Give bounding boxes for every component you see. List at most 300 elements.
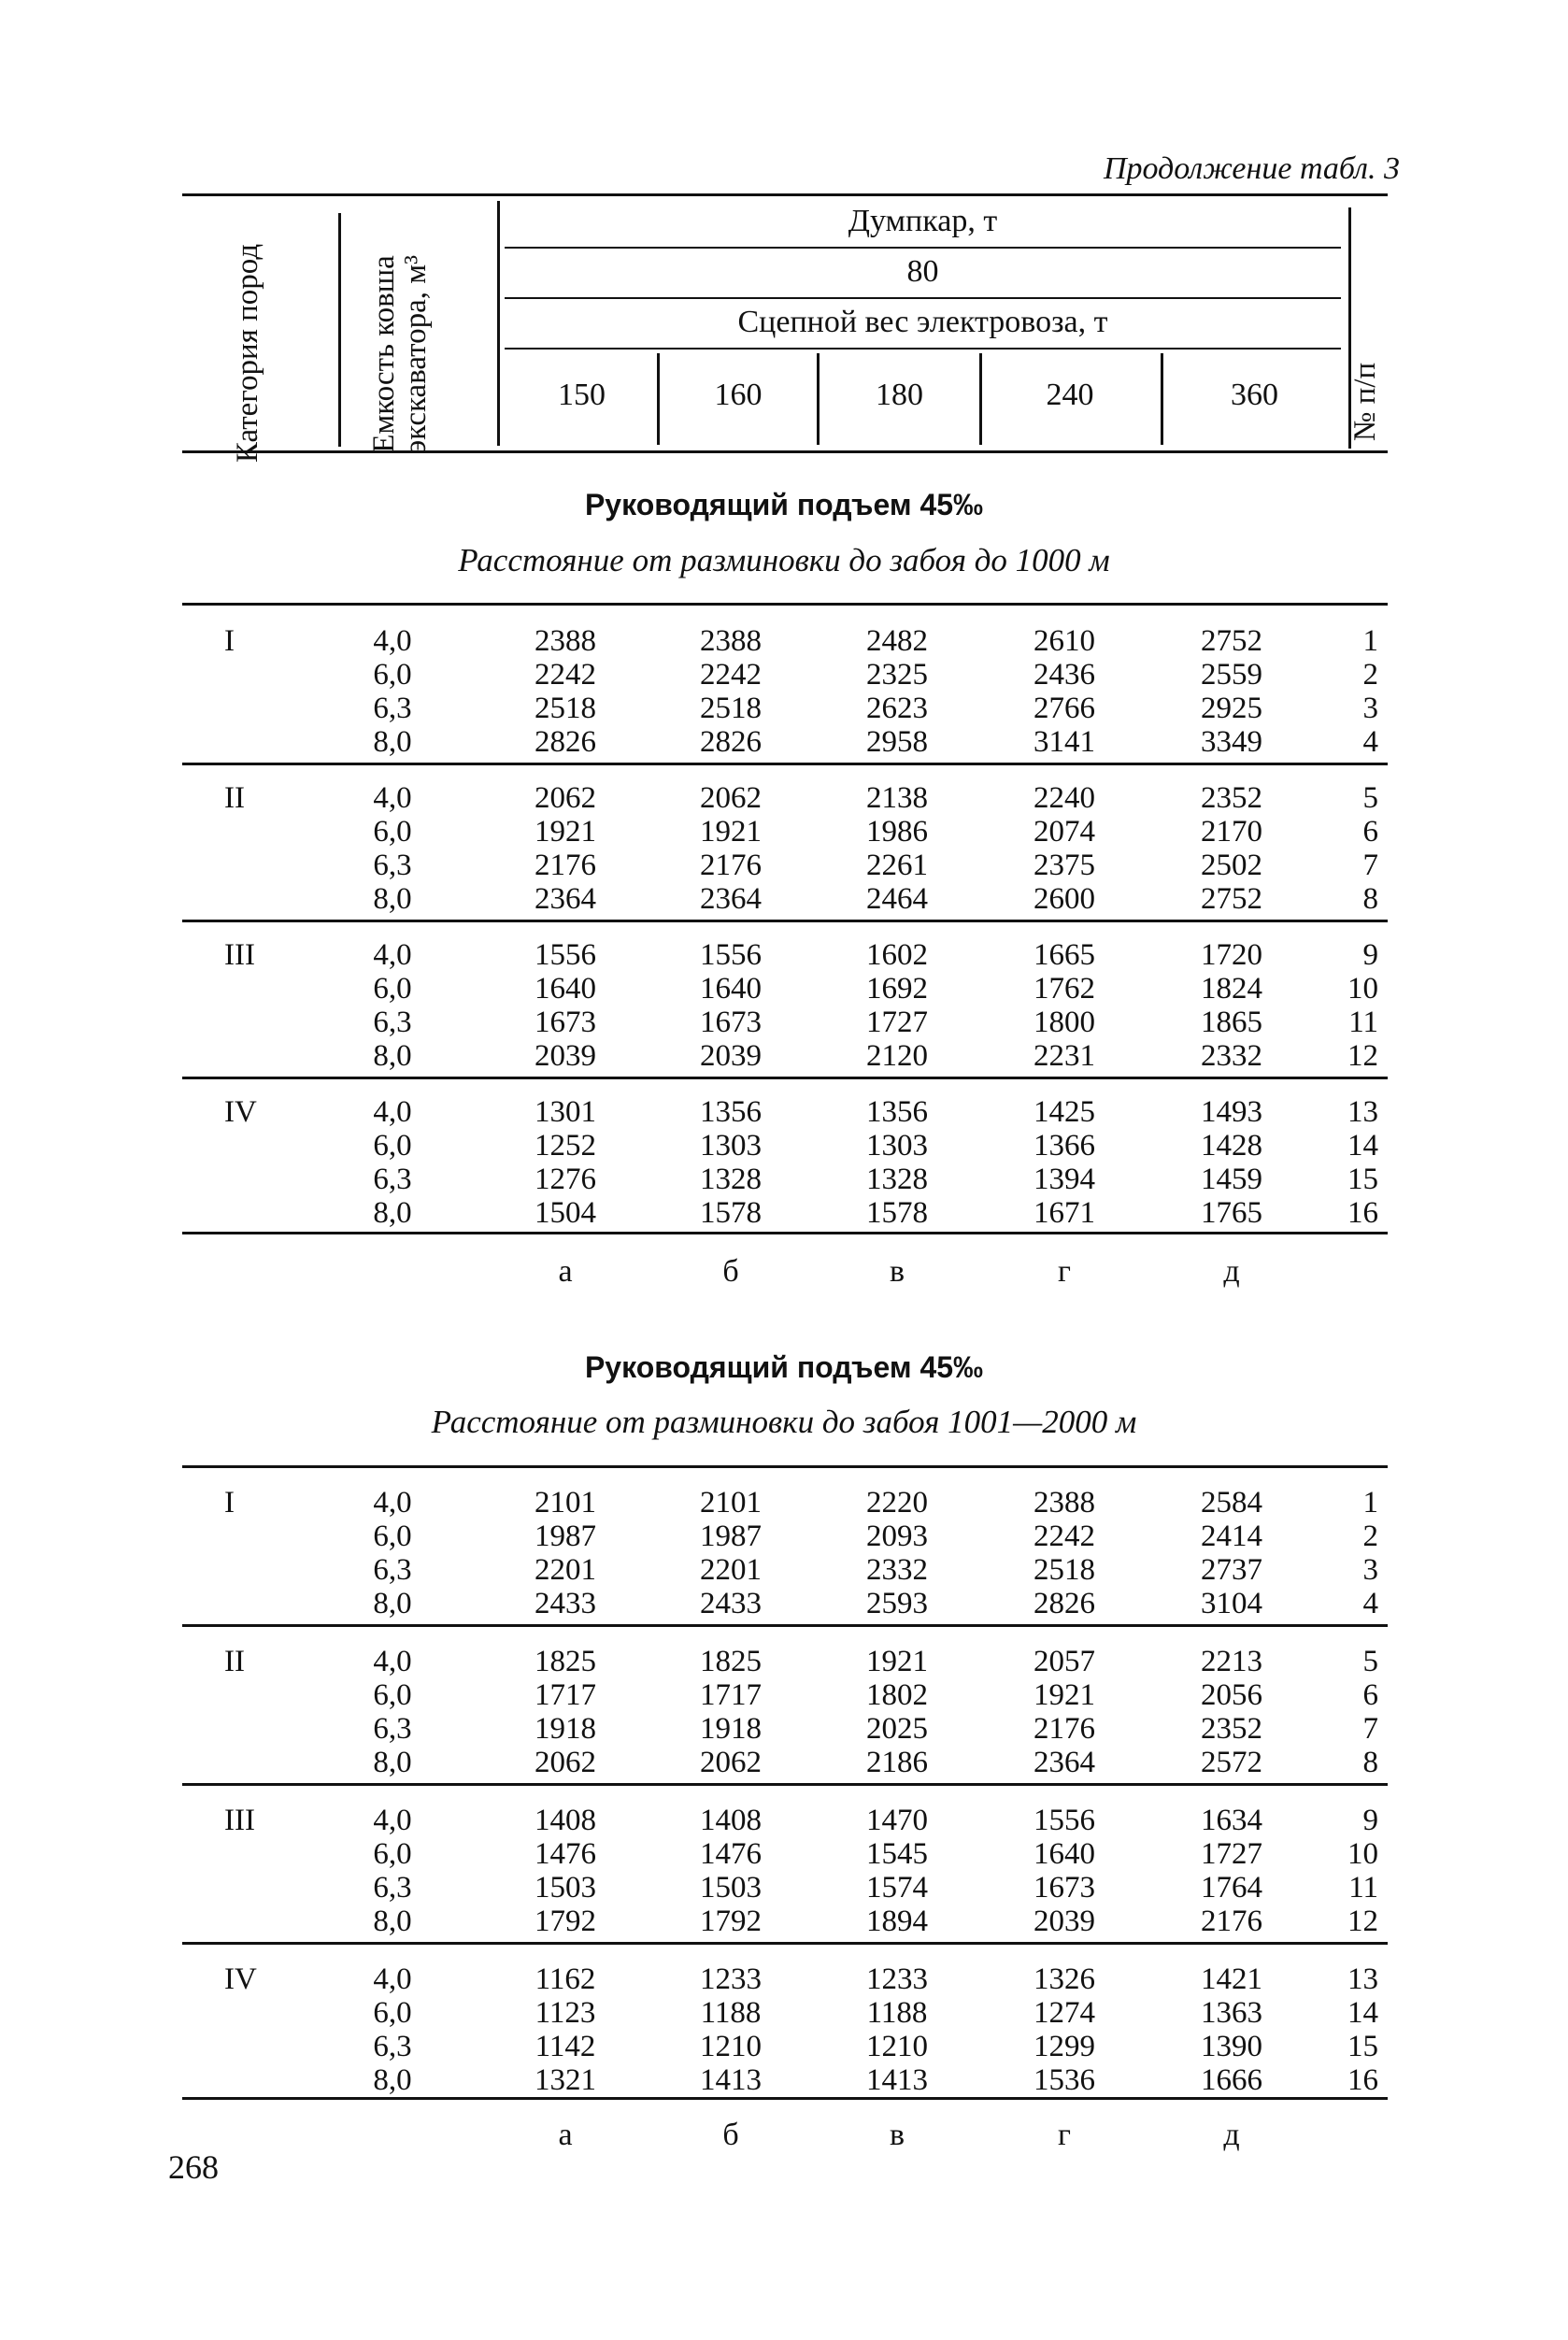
value-cell: 2737 bbox=[1201, 1553, 1262, 1587]
header-weight-360: 360 bbox=[1231, 378, 1278, 412]
bucket-capacity-cell: 4,0 bbox=[373, 781, 412, 815]
rock-category-label: I bbox=[224, 624, 235, 658]
value-cell: 2039 bbox=[700, 1039, 762, 1073]
column-letter: а bbox=[558, 2118, 573, 2152]
table-row bbox=[182, 849, 1388, 882]
value-cell: 1673 bbox=[1033, 1871, 1095, 1905]
row-number-cell: 15 bbox=[1347, 1163, 1378, 1196]
header-weight-sep-2 bbox=[817, 353, 820, 445]
value-cell: 2242 bbox=[535, 658, 596, 692]
rock-category-group bbox=[182, 624, 1388, 759]
row-number-cell: 5 bbox=[1362, 1645, 1378, 1678]
header-divider-1 bbox=[338, 213, 341, 447]
table-row bbox=[182, 658, 1388, 692]
table-row bbox=[182, 1486, 1388, 1520]
value-cell: 1987 bbox=[700, 1520, 762, 1553]
bucket-capacity-cell: 8,0 bbox=[373, 1905, 412, 1938]
rock-category-label: I bbox=[224, 1486, 235, 1520]
bucket-capacity-cell: 6,3 bbox=[373, 1553, 412, 1587]
value-cell: 1986 bbox=[866, 815, 928, 849]
value-cell: 1459 bbox=[1201, 1163, 1262, 1196]
header-weight-240: 240 bbox=[1046, 378, 1094, 412]
value-cell: 1545 bbox=[866, 1837, 928, 1871]
value-cell: 3349 bbox=[1201, 725, 1262, 759]
value-cell: 1328 bbox=[700, 1163, 762, 1196]
value-cell: 1825 bbox=[535, 1645, 596, 1678]
group-separator-rule bbox=[182, 1624, 1388, 1627]
row-number-cell: 13 bbox=[1347, 1095, 1378, 1129]
value-cell: 2186 bbox=[866, 1746, 928, 1779]
rock-category-group bbox=[182, 1486, 1388, 1620]
value-cell: 1717 bbox=[535, 1678, 596, 1712]
value-cell: 2170 bbox=[1201, 815, 1262, 849]
value-cell: 2039 bbox=[535, 1039, 596, 1073]
value-cell: 1556 bbox=[1033, 1804, 1095, 1837]
section-2-title: Руководящий подъем 45‰ bbox=[584, 1350, 984, 1384]
value-cell: 2101 bbox=[535, 1486, 596, 1520]
table-row bbox=[182, 1587, 1388, 1620]
value-cell: 2752 bbox=[1201, 624, 1262, 658]
section-2-subtitle: Расстояние от разминовки до забоя 1001—2000 м bbox=[431, 1404, 1137, 1440]
value-cell: 2502 bbox=[1201, 849, 1262, 882]
value-cell: 1504 bbox=[535, 1196, 596, 1230]
bucket-capacity-cell: 6,3 bbox=[373, 1006, 412, 1039]
value-cell: 2593 bbox=[866, 1587, 928, 1620]
value-cell: 2352 bbox=[1201, 781, 1262, 815]
value-cell: 1800 bbox=[1033, 1006, 1095, 1039]
value-cell: 1503 bbox=[700, 1871, 762, 1905]
row-number-cell: 16 bbox=[1347, 1196, 1378, 1230]
value-cell: 2925 bbox=[1201, 692, 1262, 725]
header-row-number: № п/п bbox=[1348, 362, 1382, 442]
header-weight-160: 160 bbox=[714, 378, 763, 412]
row-number-cell: 9 bbox=[1362, 1804, 1378, 1837]
column-letter: в bbox=[889, 1254, 905, 1289]
row-number-cell: 4 bbox=[1362, 1587, 1378, 1620]
bucket-capacity-cell: 4,0 bbox=[373, 1645, 412, 1678]
value-cell: 2062 bbox=[700, 781, 762, 815]
bucket-capacity-cell: 8,0 bbox=[373, 1039, 412, 1073]
header-weight-180: 180 bbox=[876, 378, 923, 412]
value-cell: 1408 bbox=[700, 1804, 762, 1837]
row-number-cell: 7 bbox=[1362, 1712, 1378, 1746]
value-cell: 1556 bbox=[535, 938, 596, 972]
table-row bbox=[182, 1645, 1388, 1678]
value-cell: 1921 bbox=[535, 815, 596, 849]
row-number-cell: 12 bbox=[1347, 1039, 1378, 1073]
value-cell: 1764 bbox=[1201, 1871, 1262, 1905]
value-cell: 2610 bbox=[1033, 624, 1095, 658]
header-weight-sep-3 bbox=[979, 353, 982, 445]
value-cell: 1233 bbox=[866, 1962, 928, 1996]
bucket-capacity-cell: 4,0 bbox=[373, 1486, 412, 1520]
row-number-cell: 2 bbox=[1362, 1520, 1378, 1553]
bucket-capacity-cell: 8,0 bbox=[373, 2063, 412, 2097]
value-cell: 3104 bbox=[1201, 1587, 1262, 1620]
value-cell: 2057 bbox=[1033, 1645, 1095, 1678]
value-cell: 1413 bbox=[866, 2063, 928, 2097]
value-cell: 2559 bbox=[1201, 658, 1262, 692]
value-cell: 2074 bbox=[1033, 815, 1095, 849]
value-cell: 1363 bbox=[1201, 1996, 1262, 2030]
bucket-capacity-cell: 6,3 bbox=[373, 1871, 412, 1905]
value-cell: 1162 bbox=[535, 1962, 596, 1996]
value-cell: 1188 bbox=[700, 1996, 762, 2030]
bucket-capacity-cell: 4,0 bbox=[373, 624, 412, 658]
value-cell: 2039 bbox=[1033, 1905, 1095, 1938]
bucket-capacity-cell: 6,0 bbox=[373, 1678, 412, 1712]
value-cell: 1276 bbox=[535, 1163, 596, 1196]
value-cell: 1326 bbox=[1033, 1962, 1095, 1996]
row-number-cell: 14 bbox=[1347, 1129, 1378, 1163]
value-cell: 1503 bbox=[535, 1871, 596, 1905]
section-1-top-rule bbox=[182, 603, 1388, 606]
value-cell: 2600 bbox=[1033, 882, 1095, 916]
table-row bbox=[182, 1804, 1388, 1837]
column-letter: в bbox=[889, 2118, 905, 2152]
rock-category-label: III bbox=[224, 938, 255, 972]
value-cell: 1727 bbox=[1201, 1837, 1262, 1871]
value-cell: 1802 bbox=[866, 1678, 928, 1712]
bucket-capacity-cell: 8,0 bbox=[373, 725, 412, 759]
value-cell: 1476 bbox=[700, 1837, 762, 1871]
value-cell: 1673 bbox=[700, 1006, 762, 1039]
rock-category-label: III bbox=[224, 1804, 255, 1837]
table-row bbox=[182, 781, 1388, 815]
value-cell: 1303 bbox=[700, 1129, 762, 1163]
value-cell: 1413 bbox=[700, 2063, 762, 2097]
column-letter: б bbox=[722, 1254, 739, 1289]
value-cell: 2518 bbox=[700, 692, 762, 725]
table-row bbox=[182, 972, 1388, 1006]
value-cell: 1634 bbox=[1201, 1804, 1262, 1837]
value-cell: 1356 bbox=[866, 1095, 928, 1129]
value-cell: 1303 bbox=[866, 1129, 928, 1163]
value-cell: 1865 bbox=[1201, 1006, 1262, 1039]
header-bucket-capacity: Емкость ковша экскаватора, м³ bbox=[367, 254, 433, 454]
value-cell: 1578 bbox=[700, 1196, 762, 1230]
row-number-cell: 3 bbox=[1362, 1553, 1378, 1587]
row-number-cell: 12 bbox=[1347, 1905, 1378, 1938]
value-cell: 2414 bbox=[1201, 1520, 1262, 1553]
value-cell: 1476 bbox=[535, 1837, 596, 1871]
bucket-capacity-cell: 6,0 bbox=[373, 1837, 412, 1871]
value-cell: 1233 bbox=[700, 1962, 762, 1996]
value-cell: 3141 bbox=[1033, 725, 1095, 759]
row-number-cell: 4 bbox=[1362, 725, 1378, 759]
header-rule-dumpcar bbox=[505, 247, 1341, 249]
row-number-cell: 5 bbox=[1362, 781, 1378, 815]
value-cell: 1321 bbox=[535, 2063, 596, 2097]
value-cell: 1727 bbox=[866, 1006, 928, 1039]
value-cell: 2364 bbox=[700, 882, 762, 916]
table-row bbox=[182, 882, 1388, 916]
value-cell: 2138 bbox=[866, 781, 928, 815]
header-dumpcar: Думпкар, т bbox=[848, 204, 998, 238]
bucket-capacity-cell: 4,0 bbox=[373, 1095, 412, 1129]
value-cell: 2176 bbox=[535, 849, 596, 882]
row-number-cell: 13 bbox=[1347, 1962, 1378, 1996]
value-cell: 1987 bbox=[535, 1520, 596, 1553]
column-letter: г bbox=[1058, 2118, 1071, 2152]
value-cell: 1717 bbox=[700, 1678, 762, 1712]
value-cell: 2201 bbox=[535, 1553, 596, 1587]
bucket-capacity-cell: 8,0 bbox=[373, 1746, 412, 1779]
bucket-capacity-cell: 6,3 bbox=[373, 2030, 412, 2063]
bucket-capacity-cell: 6,0 bbox=[373, 1996, 412, 2030]
value-cell: 2213 bbox=[1201, 1645, 1262, 1678]
section-1-title: Руководящий подъем 45‰ bbox=[584, 488, 984, 521]
value-cell: 2062 bbox=[535, 781, 596, 815]
value-cell: 2482 bbox=[866, 624, 928, 658]
value-cell: 1671 bbox=[1033, 1196, 1095, 1230]
column-letter: д bbox=[1223, 2118, 1240, 2152]
value-cell: 2766 bbox=[1033, 692, 1095, 725]
value-cell: 2388 bbox=[1033, 1486, 1095, 1520]
table-row bbox=[182, 1996, 1388, 2030]
value-cell: 1762 bbox=[1033, 972, 1095, 1006]
row-number-cell: 8 bbox=[1362, 1746, 1378, 1779]
row-number-cell: 6 bbox=[1362, 815, 1378, 849]
value-cell: 1665 bbox=[1033, 938, 1095, 972]
bucket-capacity-cell: 4,0 bbox=[373, 1804, 412, 1837]
table-row bbox=[182, 1196, 1388, 1230]
table-row bbox=[182, 1553, 1388, 1587]
row-number-cell: 9 bbox=[1362, 938, 1378, 972]
value-cell: 2364 bbox=[535, 882, 596, 916]
rock-category-label: II bbox=[224, 1645, 245, 1678]
header-rule-loco bbox=[505, 348, 1341, 350]
column-letter: б bbox=[722, 2118, 739, 2152]
value-cell: 1493 bbox=[1201, 1095, 1262, 1129]
value-cell: 2518 bbox=[1033, 1553, 1095, 1587]
row-number-cell: 10 bbox=[1347, 1837, 1378, 1871]
bucket-capacity-cell: 8,0 bbox=[373, 1196, 412, 1230]
table-row bbox=[182, 2063, 1388, 2097]
table-row bbox=[182, 1962, 1388, 1996]
value-cell: 2062 bbox=[535, 1746, 596, 1779]
value-cell: 2388 bbox=[700, 624, 762, 658]
value-cell: 1792 bbox=[535, 1905, 596, 1938]
value-cell: 2176 bbox=[1033, 1712, 1095, 1746]
header-bottom-rule bbox=[182, 450, 1388, 453]
value-cell: 2572 bbox=[1201, 1746, 1262, 1779]
value-cell: 2220 bbox=[866, 1486, 928, 1520]
table-row bbox=[182, 1520, 1388, 1553]
table-row bbox=[182, 1837, 1388, 1871]
row-number-cell: 15 bbox=[1347, 2030, 1378, 2063]
value-cell: 2120 bbox=[866, 1039, 928, 1073]
value-cell: 1640 bbox=[700, 972, 762, 1006]
value-cell: 2332 bbox=[866, 1553, 928, 1587]
value-cell: 2752 bbox=[1201, 882, 1262, 916]
group-separator-rule bbox=[182, 1783, 1388, 1786]
value-cell: 1921 bbox=[866, 1645, 928, 1678]
table-row bbox=[182, 938, 1388, 972]
value-cell: 2056 bbox=[1201, 1678, 1262, 1712]
rock-category-label: IV bbox=[224, 1962, 257, 1996]
row-number-cell: 11 bbox=[1348, 1871, 1378, 1905]
value-cell: 1328 bbox=[866, 1163, 928, 1196]
group-separator-rule bbox=[182, 1942, 1388, 1945]
table-row bbox=[182, 725, 1388, 759]
value-cell: 2101 bbox=[700, 1486, 762, 1520]
value-cell: 1425 bbox=[1033, 1095, 1095, 1129]
value-cell: 1536 bbox=[1033, 2063, 1095, 2097]
row-number-cell: 1 bbox=[1362, 1486, 1378, 1520]
bucket-capacity-cell: 6,0 bbox=[373, 815, 412, 849]
bucket-capacity-cell: 6,3 bbox=[373, 1163, 412, 1196]
value-cell: 2364 bbox=[1033, 1746, 1095, 1779]
value-cell: 2436 bbox=[1033, 658, 1095, 692]
value-cell: 2093 bbox=[866, 1520, 928, 1553]
value-cell: 1470 bbox=[866, 1804, 928, 1837]
value-cell: 2518 bbox=[535, 692, 596, 725]
header-category: Категория пород bbox=[231, 243, 264, 464]
page-number: 268 bbox=[168, 2148, 219, 2186]
value-cell: 1299 bbox=[1033, 2030, 1095, 2063]
table-row bbox=[182, 1871, 1388, 1905]
bucket-capacity-cell: 8,0 bbox=[373, 1587, 412, 1620]
value-cell: 1188 bbox=[866, 1996, 928, 2030]
section-1-subtitle: Расстояние от разминовки до забоя до 1000 м bbox=[458, 542, 1110, 578]
header-weight-sep-4 bbox=[1161, 353, 1163, 445]
value-cell: 2826 bbox=[700, 725, 762, 759]
group-separator-rule bbox=[182, 2097, 1388, 2100]
header-top-rule bbox=[182, 193, 1388, 196]
section-2-top-rule bbox=[182, 1465, 1388, 1468]
value-cell: 2375 bbox=[1033, 849, 1095, 882]
value-cell: 1602 bbox=[866, 938, 928, 972]
value-cell: 2433 bbox=[535, 1587, 596, 1620]
column-letter: г bbox=[1058, 1254, 1071, 1289]
value-cell: 1894 bbox=[866, 1905, 928, 1938]
value-cell: 1921 bbox=[700, 815, 762, 849]
value-cell: 2623 bbox=[866, 692, 928, 725]
value-cell: 1366 bbox=[1033, 1129, 1095, 1163]
bucket-capacity-cell: 4,0 bbox=[373, 938, 412, 972]
value-cell: 2388 bbox=[535, 624, 596, 658]
value-cell: 2176 bbox=[1201, 1905, 1262, 1938]
value-cell: 1692 bbox=[866, 972, 928, 1006]
value-cell: 1720 bbox=[1201, 938, 1262, 972]
value-cell: 1792 bbox=[700, 1905, 762, 1938]
value-cell: 1640 bbox=[1033, 1837, 1095, 1871]
value-cell: 1556 bbox=[700, 938, 762, 972]
value-cell: 2231 bbox=[1033, 1039, 1095, 1073]
value-cell: 1666 bbox=[1201, 2063, 1262, 2097]
value-cell: 1825 bbox=[700, 1645, 762, 1678]
bucket-capacity-cell: 6,0 bbox=[373, 658, 412, 692]
table-row bbox=[182, 692, 1388, 725]
table-row bbox=[182, 1905, 1388, 1938]
value-cell: 1390 bbox=[1201, 2030, 1262, 2063]
value-cell: 2433 bbox=[700, 1587, 762, 1620]
value-cell: 1921 bbox=[1033, 1678, 1095, 1712]
rock-category-label: II bbox=[224, 781, 245, 815]
row-number-cell: 7 bbox=[1362, 849, 1378, 882]
bucket-capacity-cell: 6,3 bbox=[373, 1712, 412, 1746]
bucket-capacity-cell: 8,0 bbox=[373, 882, 412, 916]
header-weight-150: 150 bbox=[558, 378, 606, 412]
value-cell: 2958 bbox=[866, 725, 928, 759]
value-cell: 2325 bbox=[866, 658, 928, 692]
value-cell: 2352 bbox=[1201, 1712, 1262, 1746]
value-cell: 2826 bbox=[1033, 1587, 1095, 1620]
value-cell: 1394 bbox=[1033, 1163, 1095, 1196]
value-cell: 2242 bbox=[1033, 1520, 1095, 1553]
value-cell: 1673 bbox=[535, 1006, 596, 1039]
value-cell: 1574 bbox=[866, 1871, 928, 1905]
value-cell: 1274 bbox=[1033, 1996, 1095, 2030]
value-cell: 1918 bbox=[535, 1712, 596, 1746]
value-cell: 2464 bbox=[866, 882, 928, 916]
value-cell: 1578 bbox=[866, 1196, 928, 1230]
value-cell: 1210 bbox=[700, 2030, 762, 2063]
table-row bbox=[182, 1163, 1388, 1196]
value-cell: 2025 bbox=[866, 1712, 928, 1746]
group-separator-rule bbox=[182, 763, 1388, 765]
value-cell: 1421 bbox=[1201, 1962, 1262, 1996]
bucket-capacity-cell: 6,3 bbox=[373, 849, 412, 882]
rock-category-group bbox=[182, 1645, 1388, 1779]
value-cell: 1301 bbox=[535, 1095, 596, 1129]
table-row bbox=[182, 1712, 1388, 1746]
value-cell: 2201 bbox=[700, 1553, 762, 1587]
header-loco-weight: Сцепной вес электровоза, т bbox=[737, 305, 1108, 339]
value-cell: 2062 bbox=[700, 1746, 762, 1779]
table-row bbox=[182, 1129, 1388, 1163]
table-row bbox=[182, 1006, 1388, 1039]
row-number-cell: 3 bbox=[1362, 692, 1378, 725]
table-row bbox=[182, 1746, 1388, 1779]
value-cell: 1123 bbox=[535, 1996, 596, 2030]
bucket-capacity-cell: 6,0 bbox=[373, 1520, 412, 1553]
value-cell: 2826 bbox=[535, 725, 596, 759]
value-cell: 2584 bbox=[1201, 1486, 1262, 1520]
value-cell: 2176 bbox=[700, 849, 762, 882]
table-row bbox=[182, 1039, 1388, 1073]
row-number-cell: 16 bbox=[1347, 2063, 1378, 2097]
table-row bbox=[182, 624, 1388, 658]
value-cell: 1252 bbox=[535, 1129, 596, 1163]
value-cell: 1356 bbox=[700, 1095, 762, 1129]
bucket-capacity-cell: 6,0 bbox=[373, 1129, 412, 1163]
rock-category-group bbox=[182, 1804, 1388, 1938]
group-separator-rule bbox=[182, 920, 1388, 922]
row-number-cell: 8 bbox=[1362, 882, 1378, 916]
row-number-cell: 1 bbox=[1362, 624, 1378, 658]
header-rule-value bbox=[505, 297, 1341, 299]
column-letter: д bbox=[1223, 1254, 1240, 1289]
value-cell: 1428 bbox=[1201, 1129, 1262, 1163]
value-cell: 1765 bbox=[1201, 1196, 1262, 1230]
header-weight-sep-1 bbox=[657, 353, 660, 445]
value-cell: 1824 bbox=[1201, 972, 1262, 1006]
rock-category-group bbox=[182, 781, 1388, 916]
value-cell: 2240 bbox=[1033, 781, 1095, 815]
rock-category-group bbox=[182, 938, 1388, 1073]
rock-category-group bbox=[182, 1095, 1388, 1230]
row-number-cell: 10 bbox=[1347, 972, 1378, 1006]
column-letter: а bbox=[558, 1254, 573, 1289]
bucket-capacity-cell: 6,0 bbox=[373, 972, 412, 1006]
value-cell: 1210 bbox=[866, 2030, 928, 2063]
row-number-cell: 6 bbox=[1362, 1678, 1378, 1712]
row-number-cell: 11 bbox=[1348, 1006, 1378, 1039]
row-number-cell: 2 bbox=[1362, 658, 1378, 692]
value-cell: 1640 bbox=[535, 972, 596, 1006]
